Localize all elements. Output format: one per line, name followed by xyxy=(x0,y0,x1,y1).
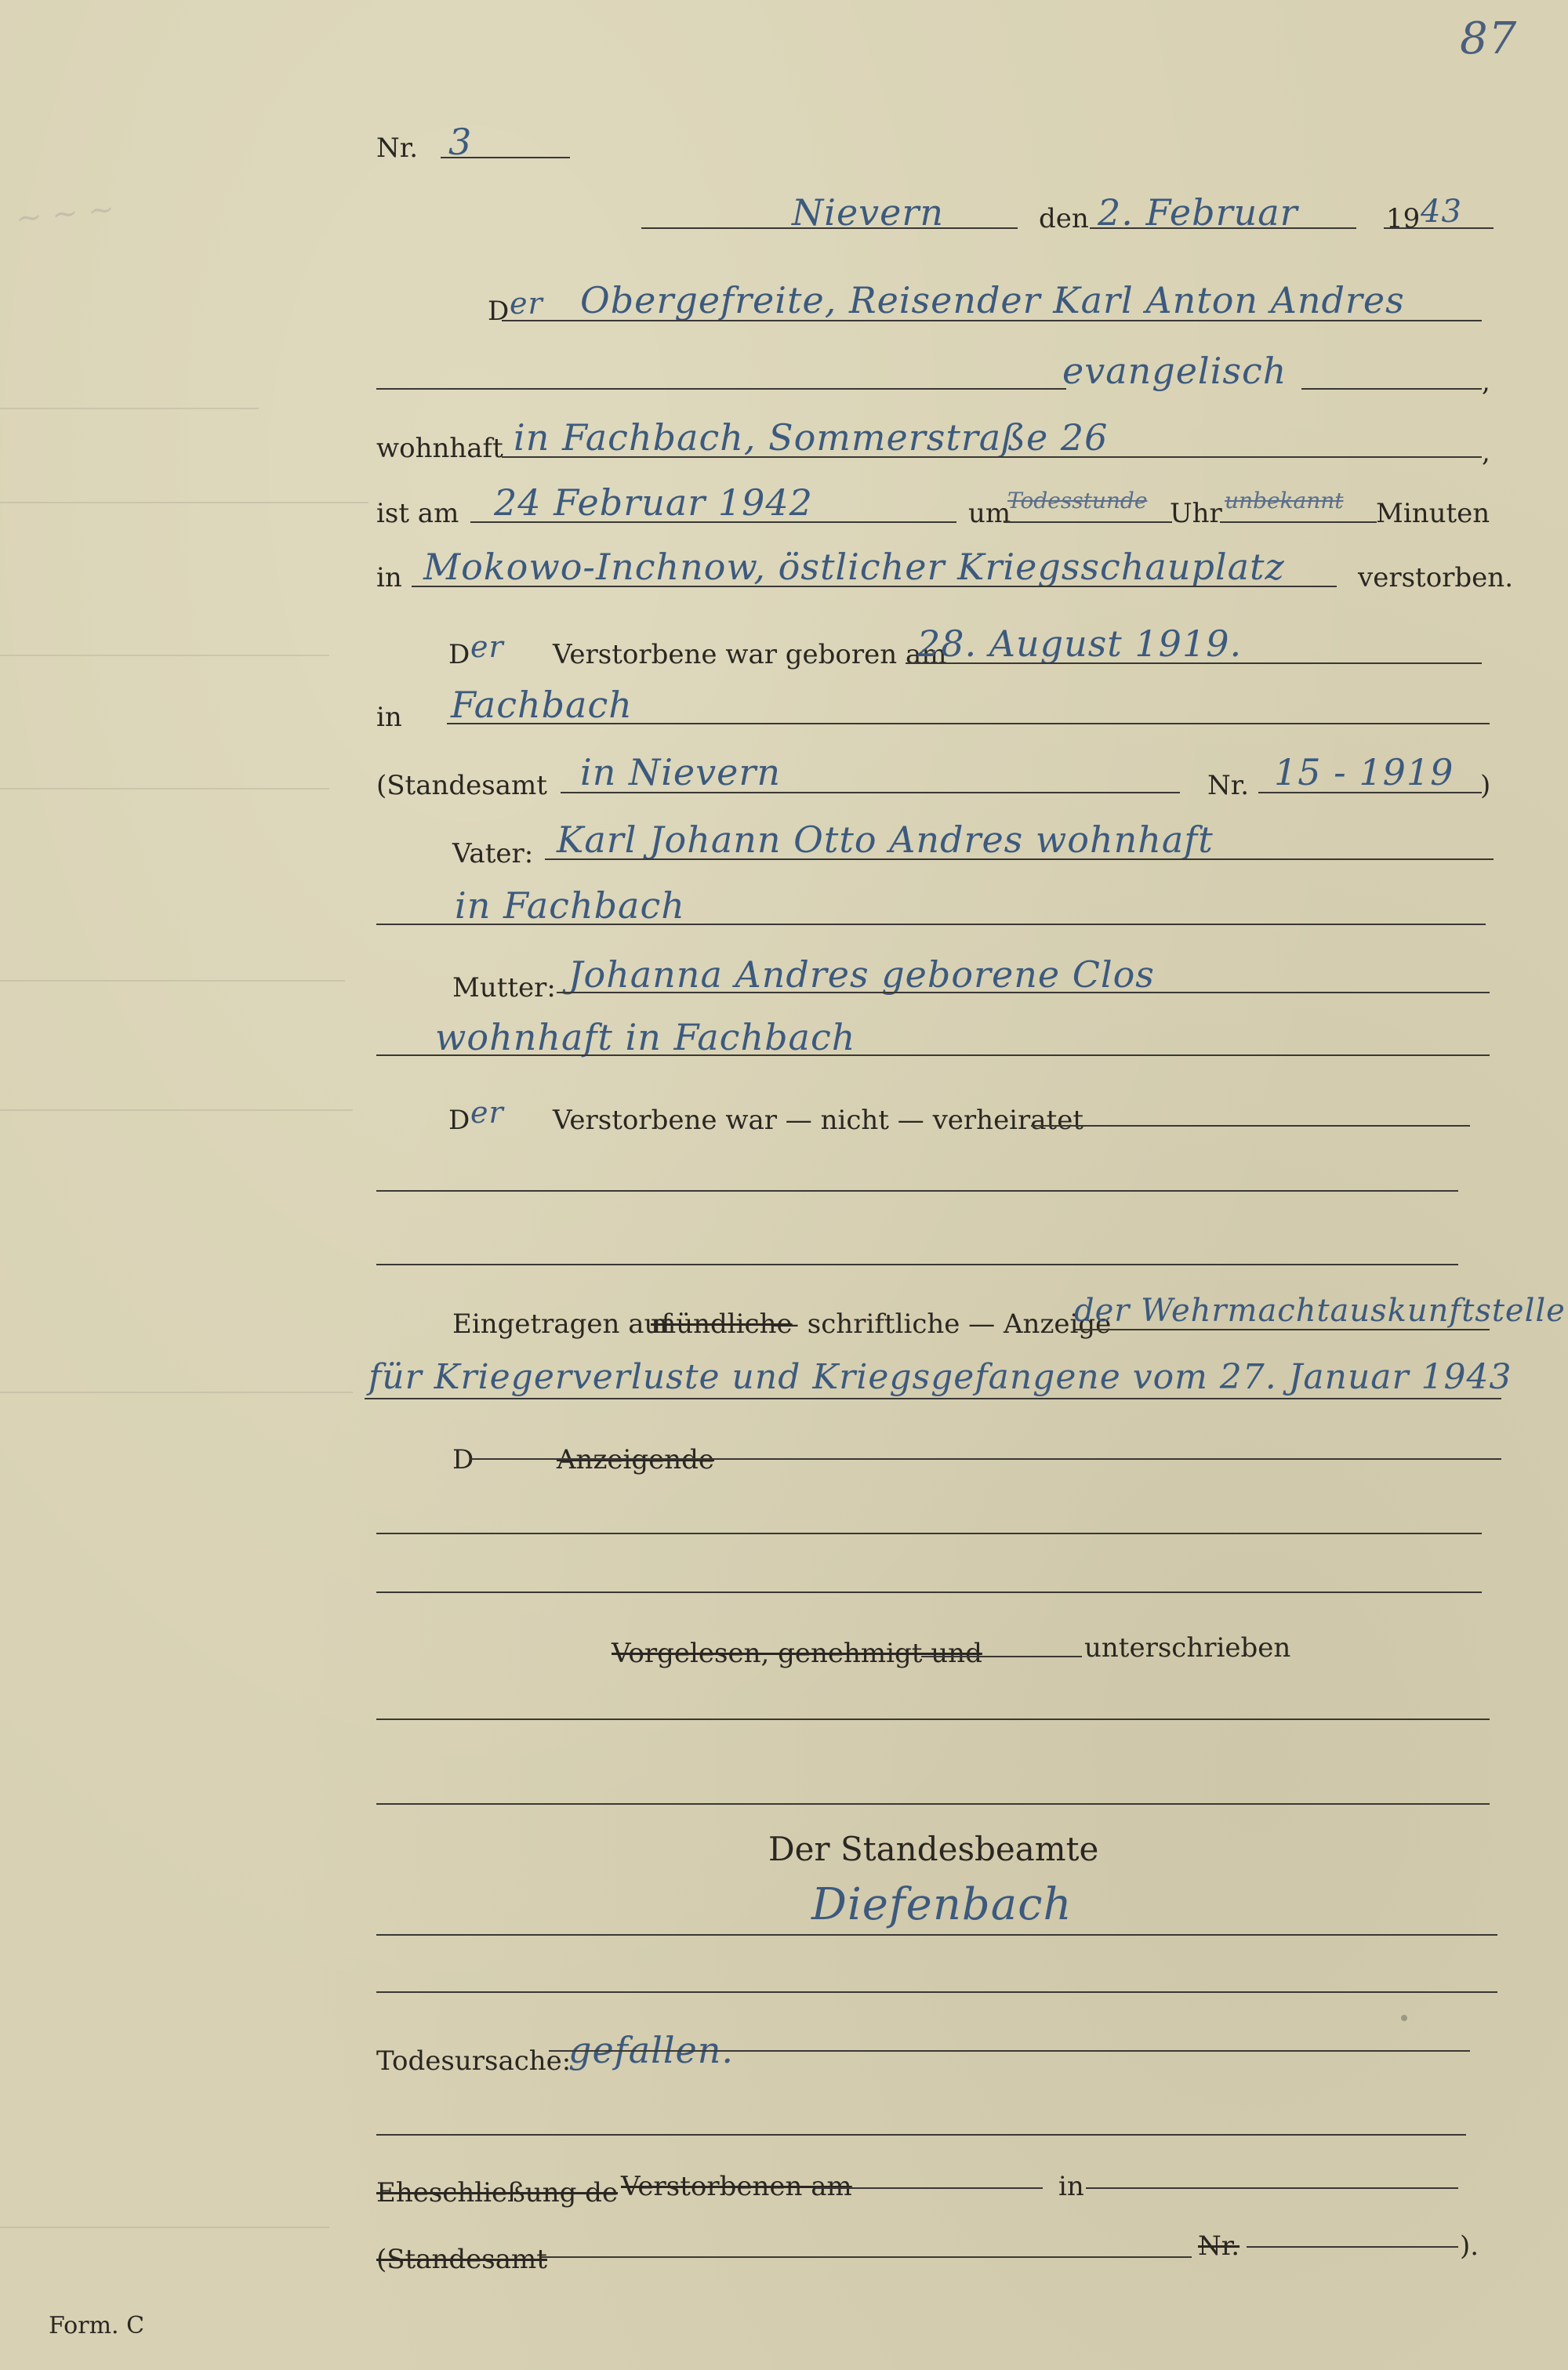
declarant-prefix: D xyxy=(488,296,510,327)
mother-line1: Johanna Andres geborene Clos xyxy=(568,953,1155,996)
read-strike: Vorgelesen, genehmigt und xyxy=(612,1638,982,1669)
declarant-suffix: er xyxy=(510,286,543,321)
father-line2: in Fachbach xyxy=(455,884,685,927)
record-number-value: 3 xyxy=(448,121,473,163)
death-date-label: ist am xyxy=(376,498,459,529)
entry-rule1 xyxy=(1074,1329,1490,1330)
bleed-line xyxy=(0,980,345,982)
residence-label: wohnhaft xyxy=(376,433,503,464)
registrar-signature: Diefenbach xyxy=(811,1879,1073,1930)
informant-prefix: D xyxy=(452,1444,474,1475)
residence-value: in Fachbach, Sommerstraße 26 xyxy=(514,416,1109,459)
death-hour-line xyxy=(1004,521,1172,523)
residence-line xyxy=(502,456,1482,458)
marital-rule-3 xyxy=(376,1264,1458,1265)
bleed-line xyxy=(0,788,329,789)
page-number: 87 xyxy=(1460,13,1518,64)
declarant-text: Obergefreite, Reisender Karl Anton Andres xyxy=(580,279,1405,321)
birth-place-label: in xyxy=(376,702,402,733)
bleed-through: ~ ~ ~ xyxy=(13,191,117,238)
death-minute: unbekannt xyxy=(1225,488,1344,514)
birth-place-line xyxy=(447,723,1490,724)
registry-nr-line xyxy=(1258,792,1482,793)
father-line2-rule xyxy=(376,924,1486,925)
mother-line2: wohnhaft in Fachbach xyxy=(435,1016,856,1058)
registrar-rule-2 xyxy=(376,1991,1497,1993)
mother-label: Mutter: xyxy=(452,972,556,1004)
death-hour: Todesstunde xyxy=(1007,488,1148,514)
bleed-line xyxy=(0,2227,329,2228)
marriage-label2: Verstorbenen am xyxy=(621,2171,852,2202)
registry-nr-label: Nr. xyxy=(1207,770,1250,801)
death-place-label: in xyxy=(376,562,402,593)
year-suffix: 43 xyxy=(1421,194,1462,230)
religion-line-right xyxy=(1301,388,1482,390)
religion-line-left xyxy=(376,388,1066,390)
marital-prefix: D xyxy=(448,1105,470,1136)
entry-line2: für Kriegerverluste und Kriegsgefangene vom 27. Januar 1943 xyxy=(368,1357,1512,1397)
registry2-close: ). xyxy=(1460,2230,1479,2262)
father-label: Vater: xyxy=(452,838,534,869)
informant-rule-2 xyxy=(376,1533,1482,1534)
registry-open: (Standesamt xyxy=(376,770,547,801)
record-number-label: Nr. xyxy=(376,132,419,164)
death-date-value: 24 Februar 1942 xyxy=(494,481,813,524)
registry-nr-value: 15 - 1919 xyxy=(1274,751,1454,793)
bleed-line xyxy=(0,655,329,656)
religion-comma: , xyxy=(1482,366,1490,397)
form-label: Form. C xyxy=(49,2312,145,2339)
mother-line2-rule xyxy=(376,1054,1490,1056)
marital-suffix: er xyxy=(470,1095,504,1130)
read-rule-2 xyxy=(376,1719,1490,1720)
residence-comma: , xyxy=(1482,437,1490,468)
marital-rule xyxy=(1031,1125,1470,1127)
marital-rule-2 xyxy=(376,1190,1458,1192)
birth-place-value: Fachbach xyxy=(451,684,633,726)
informant-label: Anzeigende xyxy=(557,1444,715,1475)
year-line xyxy=(1384,227,1494,229)
religion-value: evangelisch xyxy=(1062,350,1287,392)
ink-spot xyxy=(1401,2015,1407,2021)
registry2-rule xyxy=(541,2256,1192,2258)
death-minute-line xyxy=(1220,521,1377,523)
birth-label: Verstorbene war geboren am xyxy=(553,639,947,670)
birth-date-line xyxy=(906,662,1482,664)
record-number-line xyxy=(441,157,570,158)
read-signed: unterschrieben xyxy=(1084,1632,1291,1664)
birth-date: 28. August 1919. xyxy=(917,622,1243,665)
cause-value: gefallen. xyxy=(568,2029,735,2071)
bleed-line xyxy=(0,502,368,503)
registry-close: ) xyxy=(1480,770,1491,801)
marriage-rule xyxy=(815,2187,1043,2189)
date-day-month: 2. Februar xyxy=(1098,191,1298,234)
place-value: Nievern xyxy=(792,191,945,234)
registry2-nr: Nr. xyxy=(1198,2230,1240,2262)
entry-line1: der Wehrmachtauskunftstelle xyxy=(1074,1293,1566,1329)
death-um: um xyxy=(968,498,1011,529)
bleed-line xyxy=(0,1109,353,1111)
read-rule-3 xyxy=(376,1803,1490,1805)
birth-prefix: D xyxy=(448,639,470,670)
cause-label: Todesursache: xyxy=(376,2045,572,2077)
date-den: den xyxy=(1039,203,1089,234)
bleed-line xyxy=(0,1392,353,1393)
registry-value: in Nievern xyxy=(580,751,781,793)
declarant-line xyxy=(502,320,1482,321)
mother-line1-rule xyxy=(557,992,1490,993)
marriage-label: Eheschließung de xyxy=(376,2177,619,2208)
entry-label-strike: mündliche xyxy=(651,1308,793,1340)
read-rule xyxy=(921,1656,1082,1657)
death-place-line xyxy=(412,586,1337,587)
marital-text: Verstorbene war — nicht — verheiratet xyxy=(553,1105,1084,1136)
year-prefix: 19 xyxy=(1386,203,1421,234)
registry2-open: (Standesamt xyxy=(376,2244,547,2275)
marriage-in: in xyxy=(1058,2171,1084,2202)
entry-label-b: — schriftliche — Anzeige xyxy=(772,1308,1112,1340)
entry-rule2 xyxy=(365,1398,1501,1399)
informant-rule-3 xyxy=(376,1591,1482,1593)
father-line1-rule xyxy=(545,858,1494,860)
cause-rule-2 xyxy=(376,2134,1466,2136)
death-date-line xyxy=(470,521,956,523)
informant-rule xyxy=(470,1458,1501,1460)
father-line1: Karl Johann Otto Andres wohnhaft xyxy=(557,818,1214,861)
birth-suffix: er xyxy=(470,630,504,664)
death-minuten: Minuten xyxy=(1376,498,1490,529)
bleed-line xyxy=(0,408,259,409)
cause-rule xyxy=(549,2050,1470,2052)
registrar-title: Der Standesbeamte xyxy=(768,1830,1099,1868)
entry-label-a: Eingetragen auf xyxy=(452,1308,672,1340)
death-place-verb: verstorben. xyxy=(1358,562,1514,593)
registry2-rule-2 xyxy=(1247,2246,1458,2248)
death-place-value: Mokowo-Inchnow, östlicher Kriegsschauplatz xyxy=(423,546,1285,588)
registry-line xyxy=(561,792,1180,793)
death-uhr: Uhr xyxy=(1170,498,1222,529)
marriage-rule-2 xyxy=(1086,2187,1458,2189)
registrar-rule xyxy=(376,1934,1497,1936)
